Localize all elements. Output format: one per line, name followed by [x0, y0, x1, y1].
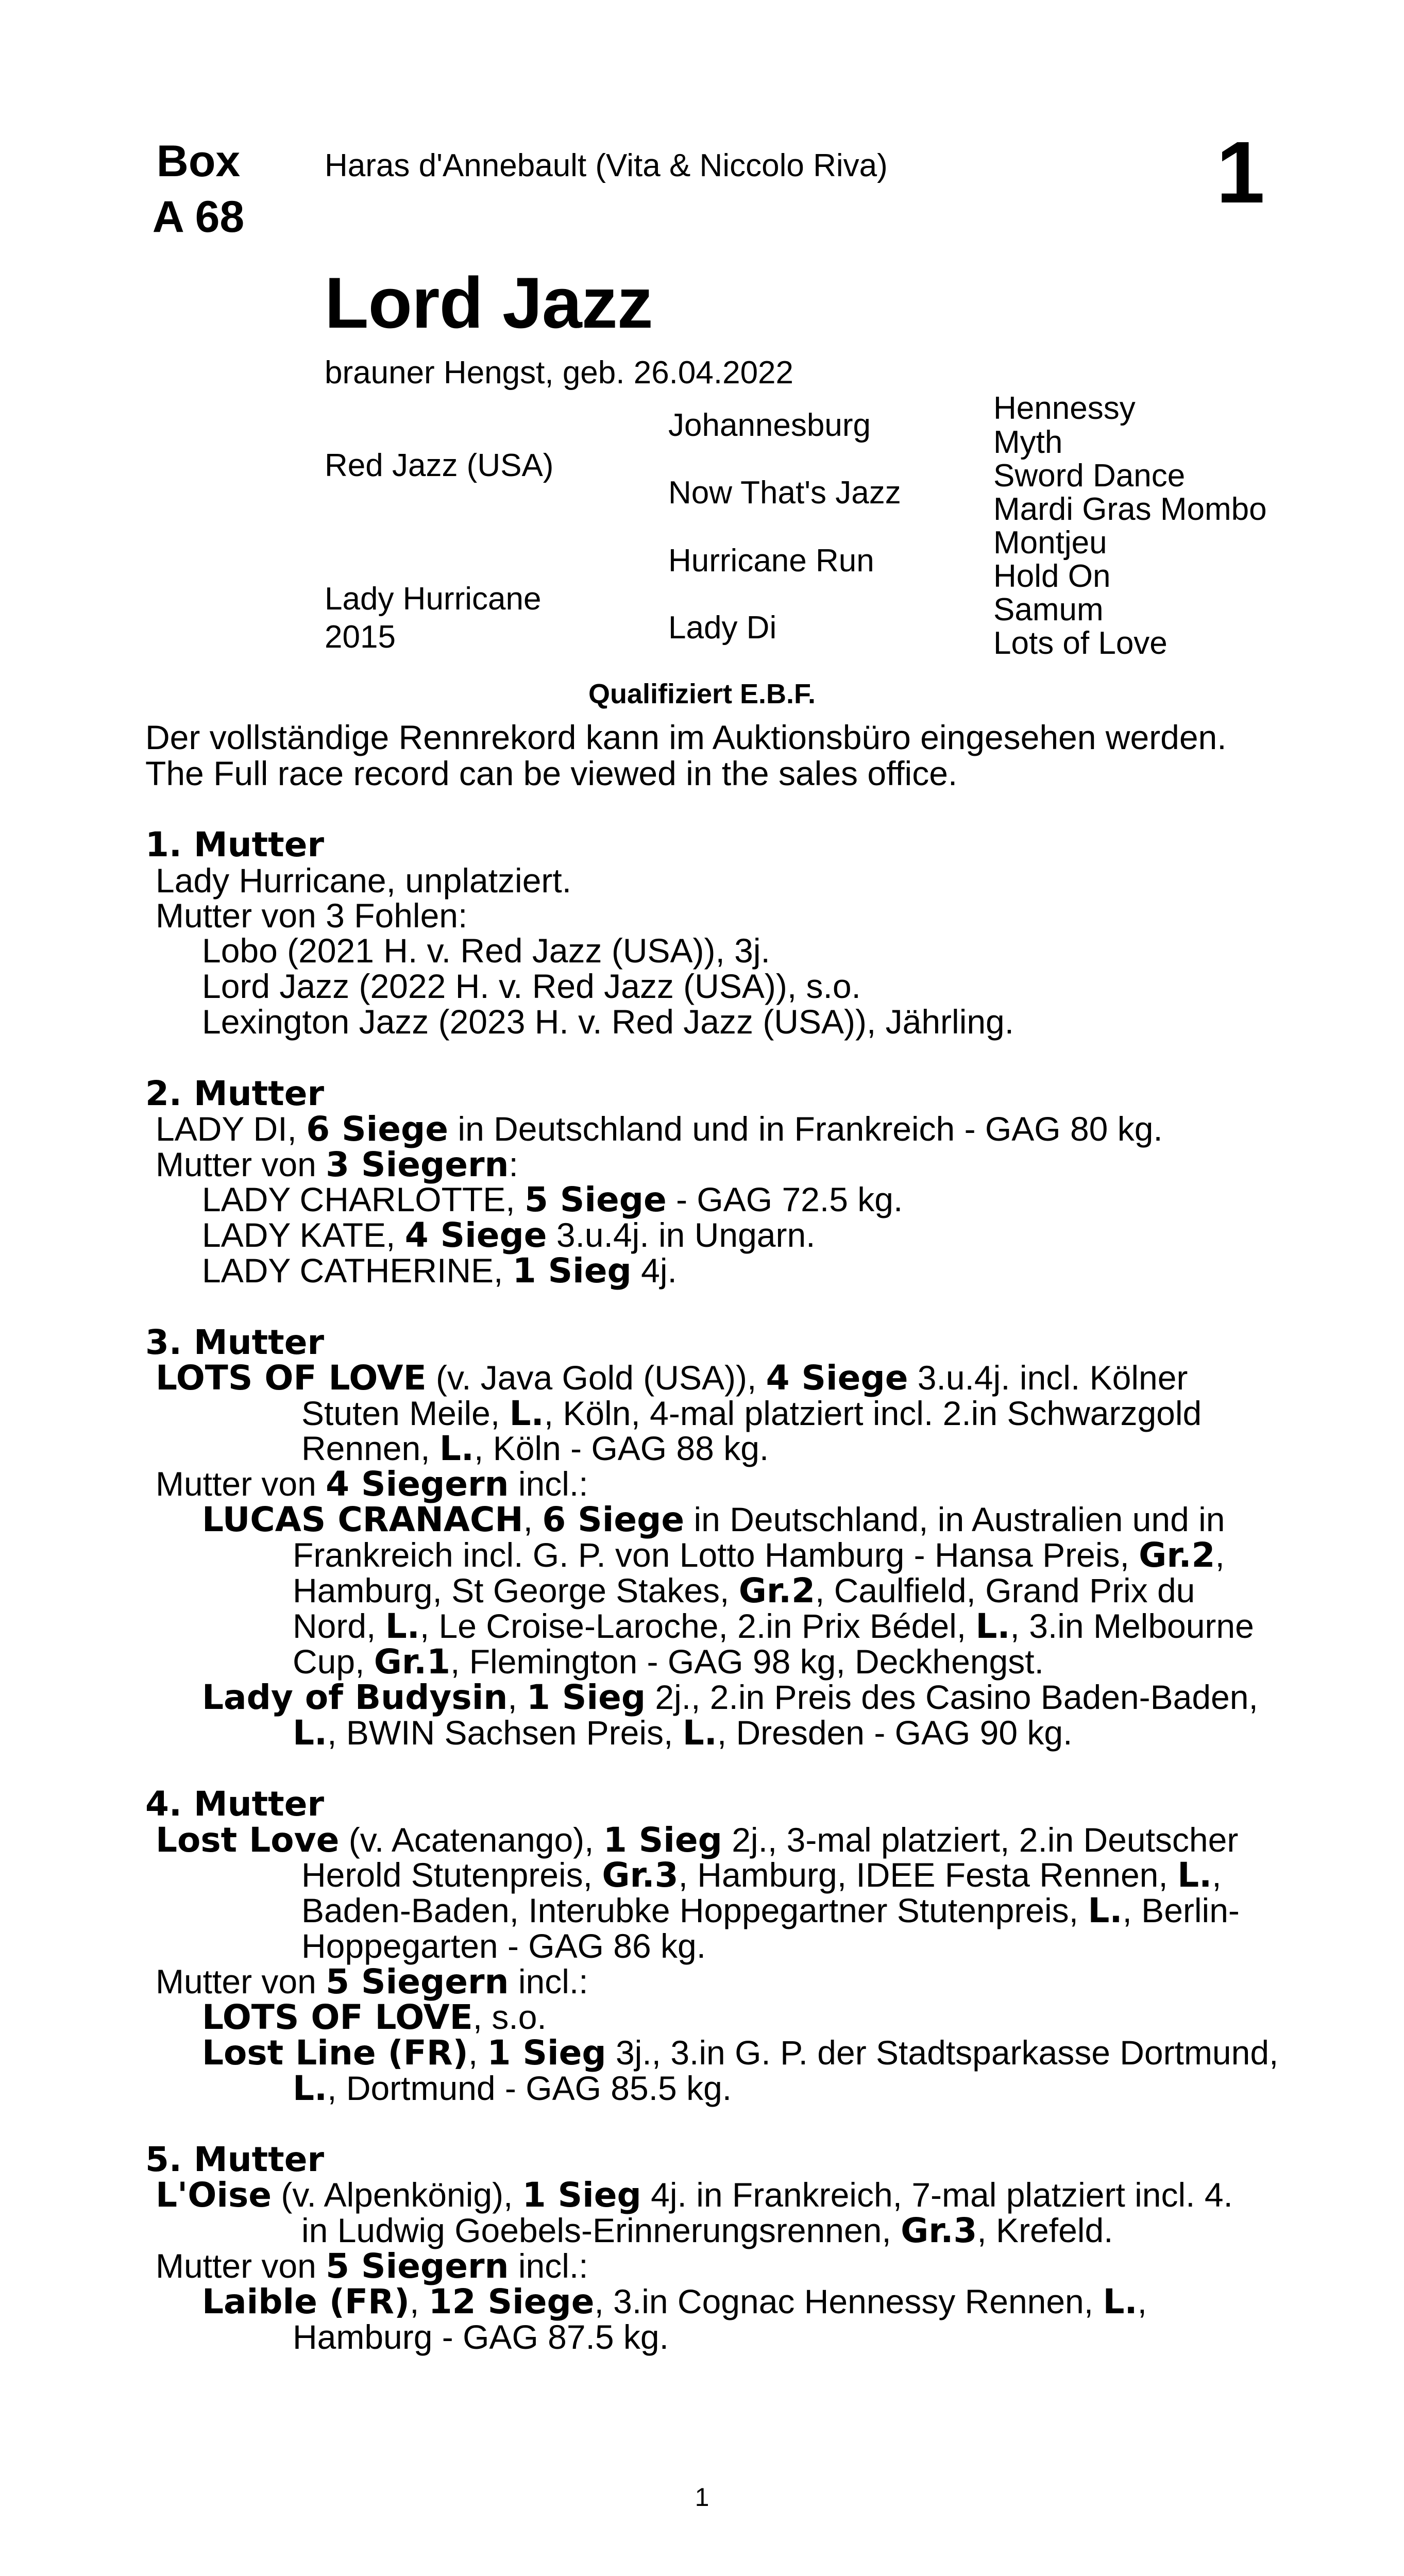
pedigree-gen3-2: Myth [993, 425, 1063, 460]
text-line: LOTS OF LOVE, s.o. [202, 1997, 547, 2037]
section-title: 5. Mutter [145, 2140, 325, 2179]
pedigree-dam-dam: Lady Di [668, 610, 777, 646]
consignor: Haras d'Annebault (Vita & Niccolo Riva) [325, 148, 888, 183]
text-line: Hamburg, St George Stakes, Gr.2, Caulfield, Grand Prix du [293, 1571, 1195, 1611]
text-line: Rennen, L., Köln - GAG 88 kg. [301, 1429, 769, 1468]
pedigree-gen3-8: Lots of Love [993, 625, 1168, 661]
text-line: Hamburg - GAG 87.5 kg. [293, 2318, 669, 2356]
text-line: Hoppegarten - GAG 86 kg. [301, 1927, 706, 1965]
pedigree-gen3-5: Montjeu [993, 525, 1107, 561]
pedigree-gen3-3: Sword Dance [993, 458, 1186, 494]
text-line: Frankreich incl. G. P. von Lotto Hamburg - Hansa Preis, Gr.2, [293, 1535, 1225, 1575]
text-line: Mutter von 4 Siegern incl.: [156, 1464, 588, 1504]
note-english: The Full race record can be viewed in the sales office. [145, 754, 958, 792]
text-line: Mutter von 3 Fohlen: [156, 896, 468, 935]
text-line: Herold Stutenpreis, Gr.3, Hamburg, IDEE Festa Rennen, L., [301, 1855, 1222, 1895]
pedigree-gen3-6: Hold On [993, 558, 1111, 594]
pedigree-sire: Red Jazz (USA) [325, 448, 554, 483]
text-line: Lady Hurricane, unplatziert. [156, 861, 572, 900]
text-line: LADY CHARLOTTE, 5 Siege - GAG 72.5 kg. [202, 1180, 903, 1219]
section-title: 3. Mutter [145, 1323, 325, 1362]
text-line: Lost Love (v. Acatenango), 1 Sieg 2j., 3-mal platziert, 2.in Deutscher [156, 1820, 1239, 1860]
horse-description: brauner Hengst, geb. 26.04.2022 [325, 355, 794, 391]
horse-name: Lord Jazz [325, 262, 653, 343]
text-line: Stuten Meile, L., Köln, 4-mal platziert incl. 2.in Schwarzgold [301, 1394, 1202, 1433]
text-line: Nord, L., Le Croise-Laroche, 2.in Prix Bédel, L., 3.in Melbourne [293, 1606, 1254, 1646]
pedigree-sire-dam: Now That's Jazz [668, 475, 901, 511]
lot-number: 1 [1216, 124, 1265, 222]
text-line: LOTS OF LOVE (v. Java Gold (USA)), 4 Siege 3.u.4j. incl. Kölner [156, 1358, 1188, 1398]
section-title: 1. Mutter [145, 825, 325, 865]
text-line: Lady of Budysin, 1 Sieg 2j., 2.in Preis des Casino Baden-Baden, [202, 1677, 1258, 1717]
text-line: LADY CATHERINE, 1 Sieg 4j. [202, 1251, 677, 1291]
note-german: Der vollständige Rennrekord kann im Auktionsbüro eingesehen werden. [145, 718, 1227, 756]
pedigree-dam-sire: Hurricane Run [668, 543, 874, 579]
text-line: Laible (FR), 12 Siege, 3.in Cognac Hennessy Rennen, L., [202, 2282, 1147, 2321]
page-number: 1 [695, 2483, 709, 2512]
text-line: Lord Jazz (2022 H. v. Red Jazz (USA)), s.o. [202, 967, 861, 1005]
text-line: L., Dortmund - GAG 85.5 kg. [293, 2069, 732, 2108]
text-line: L'Oise (v. Alpenkönig), 1 Sieg 4j. in Frankreich, 7-mal platziert incl. 4. [156, 2175, 1233, 2215]
pedigree-gen3-1: Hennessy [993, 391, 1136, 426]
pedigree-dam-year: 2015 [325, 619, 396, 655]
text-line: LUCAS CRANACH, 6 Siege in Deutschland, in Australien und in [202, 1500, 1225, 1539]
pedigree-gen3-7: Samum [993, 592, 1104, 628]
pedigree-dam: Lady Hurricane [325, 581, 542, 617]
pedigree-sire-sire: Johannesburg [668, 408, 871, 443]
text-line: Lost Line (FR), 1 Sieg 3j., 3.in G. P. der Stadtsparkasse Dortmund, [202, 2033, 1279, 2073]
box-label: Box [156, 137, 241, 186]
section-title: 2. Mutter [145, 1074, 325, 1113]
text-line: Baden-Baden, Interubke Hoppegartner Stutenpreis, L., Berlin- [301, 1891, 1240, 1930]
text-line: LADY DI, 6 Siege in Deutschland und in Frankreich - GAG 80 kg. [156, 1109, 1163, 1149]
text-line: Mutter von 5 Siegern incl.: [156, 2246, 588, 2286]
box-number: A 68 [152, 192, 245, 242]
section-title: 4. Mutter [145, 1784, 325, 1824]
text-line: L., BWIN Sachsen Preis, L., Dresden - GAG 90 kg. [293, 1713, 1073, 1753]
text-line: Lexington Jazz (2023 H. v. Red Jazz (USA)), Jährling. [202, 1003, 1014, 1041]
text-line: Lobo (2021 H. v. Red Jazz (USA)), 3j. [202, 931, 770, 970]
text-line: Mutter von 5 Siegern incl.: [156, 1962, 588, 2002]
text-line: in Ludwig Goebels-Erinnerungsrennen, Gr.3, Krefeld. [301, 2211, 1113, 2250]
text-line: Mutter von 3 Siegern: [156, 1145, 518, 1184]
text-line: Cup, Gr.1, Flemington - GAG 98 kg, Deckhengst. [293, 1642, 1044, 1682]
pedigree-gen3-4: Mardi Gras Mombo [993, 492, 1267, 527]
text-line: LADY KATE, 4 Siege 3.u.4j. in Ungarn. [202, 1215, 816, 1255]
qualification: Qualifiziert E.B.F. [588, 679, 816, 709]
